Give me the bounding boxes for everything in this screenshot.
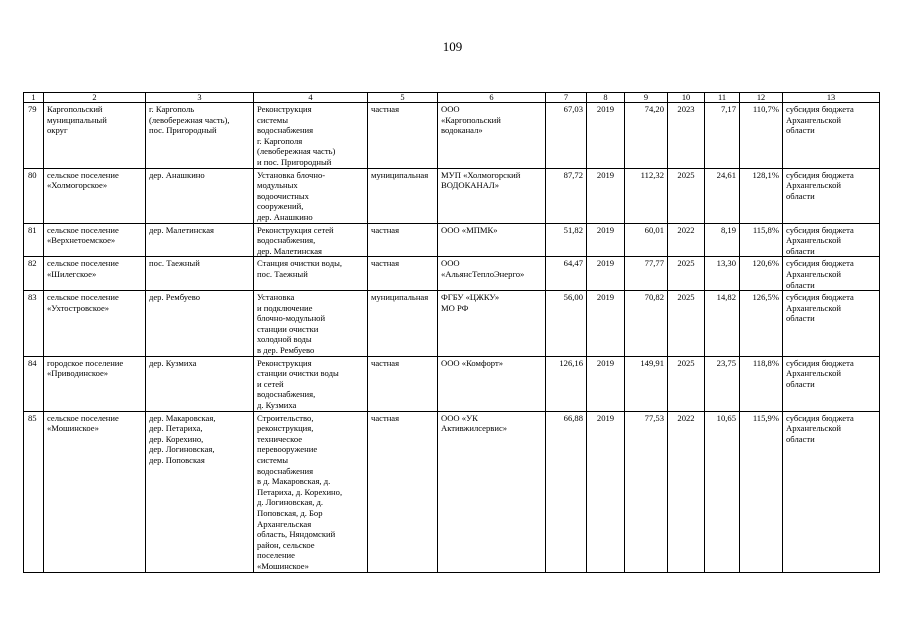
cell-line: сельское поселение — [47, 258, 119, 269]
percent-cell-12: 118,8% — [740, 356, 783, 411]
funding-source-cell — [783, 291, 880, 357]
operator-cell — [438, 356, 546, 411]
cell-line: области — [786, 245, 815, 256]
cell-line: дер. Макаровская, — [149, 412, 216, 423]
year-cell-10: 2025 — [668, 291, 705, 357]
value-cell-7: 67,03 — [546, 103, 587, 169]
cell-line: дер. Логиновская, — [149, 444, 215, 455]
cell-line: блочно-модульной — [257, 313, 326, 324]
cell-line: Каргопольский — [47, 104, 103, 114]
cell-line: области — [786, 378, 815, 389]
column-number: 6 — [438, 93, 546, 103]
project-cell — [254, 168, 368, 223]
operator-cell — [438, 411, 546, 572]
column-number: 7 — [546, 93, 587, 103]
row-number: 80 — [24, 168, 44, 223]
cell-line: «АльянсТеплоЭнерго» — [441, 268, 525, 279]
value-cell-11: 10,65 — [705, 411, 740, 572]
column-number: 3 — [146, 93, 254, 103]
cell-line: системы — [257, 114, 289, 125]
ownership-cell — [368, 103, 438, 169]
funding-source-cell — [783, 411, 880, 572]
cell-line: водоснабжения — [257, 125, 314, 136]
cell-line: дер. Малетинская — [257, 245, 322, 256]
row-number: 85 — [24, 411, 44, 572]
year-cell-8: 2019 — [587, 257, 625, 291]
cell-line: «Холмогорское» — [47, 180, 108, 191]
cell-line: области — [786, 190, 815, 201]
row-number: 83 — [24, 291, 44, 357]
cell-line: поселение — [257, 550, 295, 561]
municipality-cell — [44, 356, 146, 411]
funding-source-cell — [783, 168, 880, 223]
cell-line: ВОДОКАНАЛ» — [441, 180, 500, 191]
column-number-row — [24, 93, 880, 103]
row-number: 81 — [24, 223, 44, 257]
year-cell-10: 2025 — [668, 356, 705, 411]
ownership-cell — [368, 411, 438, 572]
cell-line: район, сельское — [257, 539, 315, 550]
value-cell-11: 8,19 — [705, 223, 740, 257]
cell-line: сельское поселение — [47, 224, 119, 235]
value-cell-7: 51,82 — [546, 223, 587, 257]
project-cell — [254, 103, 368, 169]
cell-line: пос. Таежный — [257, 268, 308, 279]
value-cell-7: 64,47 — [546, 257, 587, 291]
cell-line: водоснабжения, — [257, 235, 316, 246]
project-cell — [254, 411, 368, 572]
year-cell-10: 2023 — [668, 103, 705, 169]
funding-source-cell — [783, 356, 880, 411]
locality-cell — [146, 168, 254, 223]
year-cell-10: 2025 — [668, 168, 705, 223]
locality-cell — [146, 257, 254, 291]
cell-line: г. Каргополя — [257, 135, 303, 146]
cell-line: муниципальный — [47, 114, 107, 125]
locality-cell — [146, 291, 254, 357]
cell-line: муниципальная — [371, 292, 429, 303]
table-row — [24, 411, 880, 572]
cell-line: дер. Малетинская — [149, 224, 214, 235]
value-cell-11: 14,82 — [705, 291, 740, 357]
cell-line: модульных — [257, 180, 298, 191]
municipality-cell — [44, 257, 146, 291]
page-number: 109 — [442, 39, 463, 54]
cell-line: д. Кузмиха — [257, 400, 297, 411]
value-cell-9: 149,91 — [625, 356, 668, 411]
row-number: 82 — [24, 257, 44, 291]
year-cell-10: 2025 — [668, 257, 705, 291]
cell-line: Архангельской — [786, 268, 841, 279]
table-row — [24, 223, 880, 257]
value-cell-11: 23,75 — [705, 356, 740, 411]
cell-line: в д. Макаровская, д. — [257, 476, 331, 487]
year-cell-10: 2022 — [668, 223, 705, 257]
cell-line: субсидия бюджета — [786, 224, 854, 235]
operator-cell — [438, 103, 546, 169]
locality-cell — [146, 411, 254, 572]
column-number: 13 — [783, 93, 880, 103]
cell-line: и подключение — [257, 302, 313, 313]
cell-line: частная — [371, 224, 400, 235]
project-cell — [254, 257, 368, 291]
cell-line: станции очистки — [257, 323, 319, 334]
percent-cell-12: 126,5% — [740, 291, 783, 357]
column-number: 12 — [740, 93, 783, 103]
funding-source-cell — [783, 257, 880, 291]
cell-line: д. Логиновская, д. — [257, 497, 324, 508]
column-number: 9 — [625, 93, 668, 103]
cell-line: (левобережная часть) — [257, 146, 336, 157]
cell-line: дер. Анашкино — [149, 169, 205, 180]
ownership-cell — [368, 356, 438, 411]
cell-line: субсидия бюджета — [786, 258, 854, 269]
value-cell-9: 77,77 — [625, 257, 668, 291]
project-cell — [254, 356, 368, 411]
cell-line: Архангельская — [257, 518, 312, 529]
cell-line: Активжилсервис» — [441, 423, 508, 434]
value-cell-9: 112,32 — [625, 168, 668, 223]
percent-cell-12: 110,7% — [740, 103, 783, 169]
cell-line: Архангельской — [786, 302, 841, 313]
column-number: 4 — [254, 93, 368, 103]
year-cell-8: 2019 — [587, 223, 625, 257]
column-number: 2 — [44, 93, 146, 103]
project-cell — [254, 291, 368, 357]
year-cell-8: 2019 — [587, 103, 625, 169]
percent-cell-12: 115,8% — [740, 223, 783, 257]
year-cell-8: 2019 — [587, 291, 625, 357]
column-number: 5 — [368, 93, 438, 103]
cell-line: «Приводинское» — [47, 368, 109, 379]
cell-line: субсидия бюджета — [786, 412, 854, 423]
cell-line: ФГБУ «ЦЖКУ» — [441, 292, 500, 303]
cell-line: г. Каргополь — [149, 104, 195, 114]
ownership-cell — [368, 257, 438, 291]
cell-line: Архангельской — [786, 114, 841, 125]
value-cell-9: 70,82 — [625, 291, 668, 357]
funding-source-cell — [783, 223, 880, 257]
cell-line: «Мошинское» — [257, 560, 309, 571]
ownership-cell — [368, 223, 438, 257]
operator-cell — [438, 257, 546, 291]
table-row — [24, 291, 880, 357]
cell-line: области — [786, 433, 815, 444]
column-number: 11 — [705, 93, 740, 103]
value-cell-11: 24,61 — [705, 168, 740, 223]
ownership-cell — [368, 168, 438, 223]
year-cell-8: 2019 — [587, 168, 625, 223]
cell-line: частная — [371, 412, 400, 423]
project-cell — [254, 223, 368, 257]
cell-line: холодной воды — [257, 334, 312, 345]
cell-line: городское поселение — [47, 357, 124, 368]
cell-line: области — [786, 313, 815, 324]
cell-line: водоснабжения, — [257, 389, 316, 400]
cell-line: дер. Поповская — [149, 455, 205, 465]
cell-line: дер. Петариха, — [149, 423, 203, 434]
cell-line: субсидия бюджета — [786, 104, 854, 114]
cell-line: перевооружение — [257, 444, 318, 455]
data-table — [23, 92, 880, 573]
year-cell-8: 2019 — [587, 411, 625, 572]
percent-cell-12: 115,9% — [740, 411, 783, 572]
year-cell-8: 2019 — [587, 356, 625, 411]
cell-line: сельское поселение — [47, 169, 119, 180]
cell-line: Реконструкция — [257, 104, 312, 114]
cell-line: и сетей — [257, 378, 284, 389]
cell-line: (левобережная часть), — [149, 114, 230, 125]
cell-line: дер. Корехино, — [149, 433, 204, 444]
locality-cell — [146, 223, 254, 257]
cell-line: техническое — [257, 433, 303, 444]
cell-line: МУП «Холмогорский — [441, 169, 521, 180]
cell-line: субсидия бюджета — [786, 169, 854, 180]
cell-line: ООО «УК — [441, 412, 478, 423]
cell-line: дер. Анашкино — [257, 211, 313, 222]
cell-line: дер. Рембуево — [149, 292, 201, 303]
cell-line: Установка блочно- — [257, 169, 326, 180]
value-cell-9: 60,01 — [625, 223, 668, 257]
cell-line: Станция очистки воды, — [257, 258, 343, 269]
cell-line: муниципальная — [371, 169, 429, 180]
cell-line: «Шилегское» — [47, 268, 97, 279]
cell-line: области — [786, 125, 815, 136]
operator-cell — [438, 291, 546, 357]
cell-line: системы — [257, 455, 289, 465]
value-cell-11: 7,17 — [705, 103, 740, 169]
column-number: 1 — [24, 93, 44, 103]
locality-cell — [146, 103, 254, 169]
cell-line: Установка — [257, 292, 295, 303]
municipality-cell — [44, 103, 146, 169]
cell-line: Архангельской — [786, 368, 841, 379]
municipality-cell — [44, 411, 146, 572]
municipality-cell — [44, 168, 146, 223]
cell-line: в дер. Рембуево — [257, 345, 315, 356]
cell-line: и пос. Пригородный — [257, 156, 332, 167]
value-cell-7: 87,72 — [546, 168, 587, 223]
cell-line: пос. Пригородный — [149, 125, 217, 136]
row-number: 84 — [24, 356, 44, 411]
cell-line: субсидия бюджета — [786, 357, 854, 368]
column-number: 8 — [587, 93, 625, 103]
cell-line: водоканал» — [441, 125, 483, 136]
table-row — [24, 356, 880, 411]
cell-line: сооружений, — [257, 201, 304, 212]
cell-line: реконструкция, — [257, 423, 314, 434]
cell-line: субсидия бюджета — [786, 292, 854, 303]
cell-line: сельское поселение — [47, 412, 119, 423]
cell-line: округ — [47, 125, 68, 136]
cell-line: пос. Таежный — [149, 258, 200, 269]
cell-line: «Ухтостровское» — [47, 302, 110, 313]
table-row — [24, 168, 880, 223]
funding-source-cell — [783, 103, 880, 169]
value-cell-7: 126,16 — [546, 356, 587, 411]
cell-line: водоснабжения — [257, 465, 314, 476]
cell-line: ООО — [441, 104, 460, 114]
value-cell-9: 77,53 — [625, 411, 668, 572]
cell-line: ООО «Комфорт» — [441, 357, 504, 368]
cell-line: водоочистных — [257, 190, 309, 201]
cell-line: Строительство, — [257, 412, 314, 423]
table-row — [24, 103, 880, 169]
cell-line: «Мошинское» — [47, 423, 99, 434]
cell-line: Реконструкция — [257, 357, 312, 368]
percent-cell-12: 120,6% — [740, 257, 783, 291]
table-row — [24, 257, 880, 291]
cell-line: область, Няндомский — [257, 529, 336, 540]
value-cell-7: 66,88 — [546, 411, 587, 572]
percent-cell-12: 128,1% — [740, 168, 783, 223]
municipality-cell — [44, 223, 146, 257]
cell-line: «Каргопольский — [441, 114, 501, 125]
cell-line: ООО «МПМК» — [441, 224, 498, 235]
year-cell-10: 2022 — [668, 411, 705, 572]
table-body — [24, 93, 880, 573]
value-cell-7: 56,00 — [546, 291, 587, 357]
cell-line: Петариха, д. Корехино, — [257, 486, 343, 497]
column-number: 10 — [668, 93, 705, 103]
cell-line: МО РФ — [441, 302, 469, 313]
cell-line: Архангельской — [786, 235, 841, 246]
cell-line: ООО — [441, 258, 460, 269]
row-number: 79 — [24, 103, 44, 169]
value-cell-9: 74,20 — [625, 103, 668, 169]
cell-line: «Верхнетоемское» — [47, 235, 116, 246]
ownership-cell — [368, 291, 438, 357]
operator-cell — [438, 168, 546, 223]
cell-line: Архангельской — [786, 180, 841, 191]
locality-cell — [146, 356, 254, 411]
cell-line: Поповская, д. Бор — [257, 507, 323, 518]
municipality-cell — [44, 291, 146, 357]
cell-line: Реконструкция сетей — [257, 224, 334, 235]
cell-line: области — [786, 279, 815, 290]
cell-line: частная — [371, 357, 400, 368]
cell-line: дер. Кузмиха — [149, 357, 197, 368]
cell-line: Архангельской — [786, 423, 841, 434]
operator-cell — [438, 223, 546, 257]
cell-line: частная — [371, 104, 400, 114]
cell-line: сельское поселение — [47, 292, 119, 303]
cell-line: частная — [371, 258, 400, 269]
value-cell-11: 13,30 — [705, 257, 740, 291]
cell-line: станции очистки воды — [257, 368, 339, 379]
